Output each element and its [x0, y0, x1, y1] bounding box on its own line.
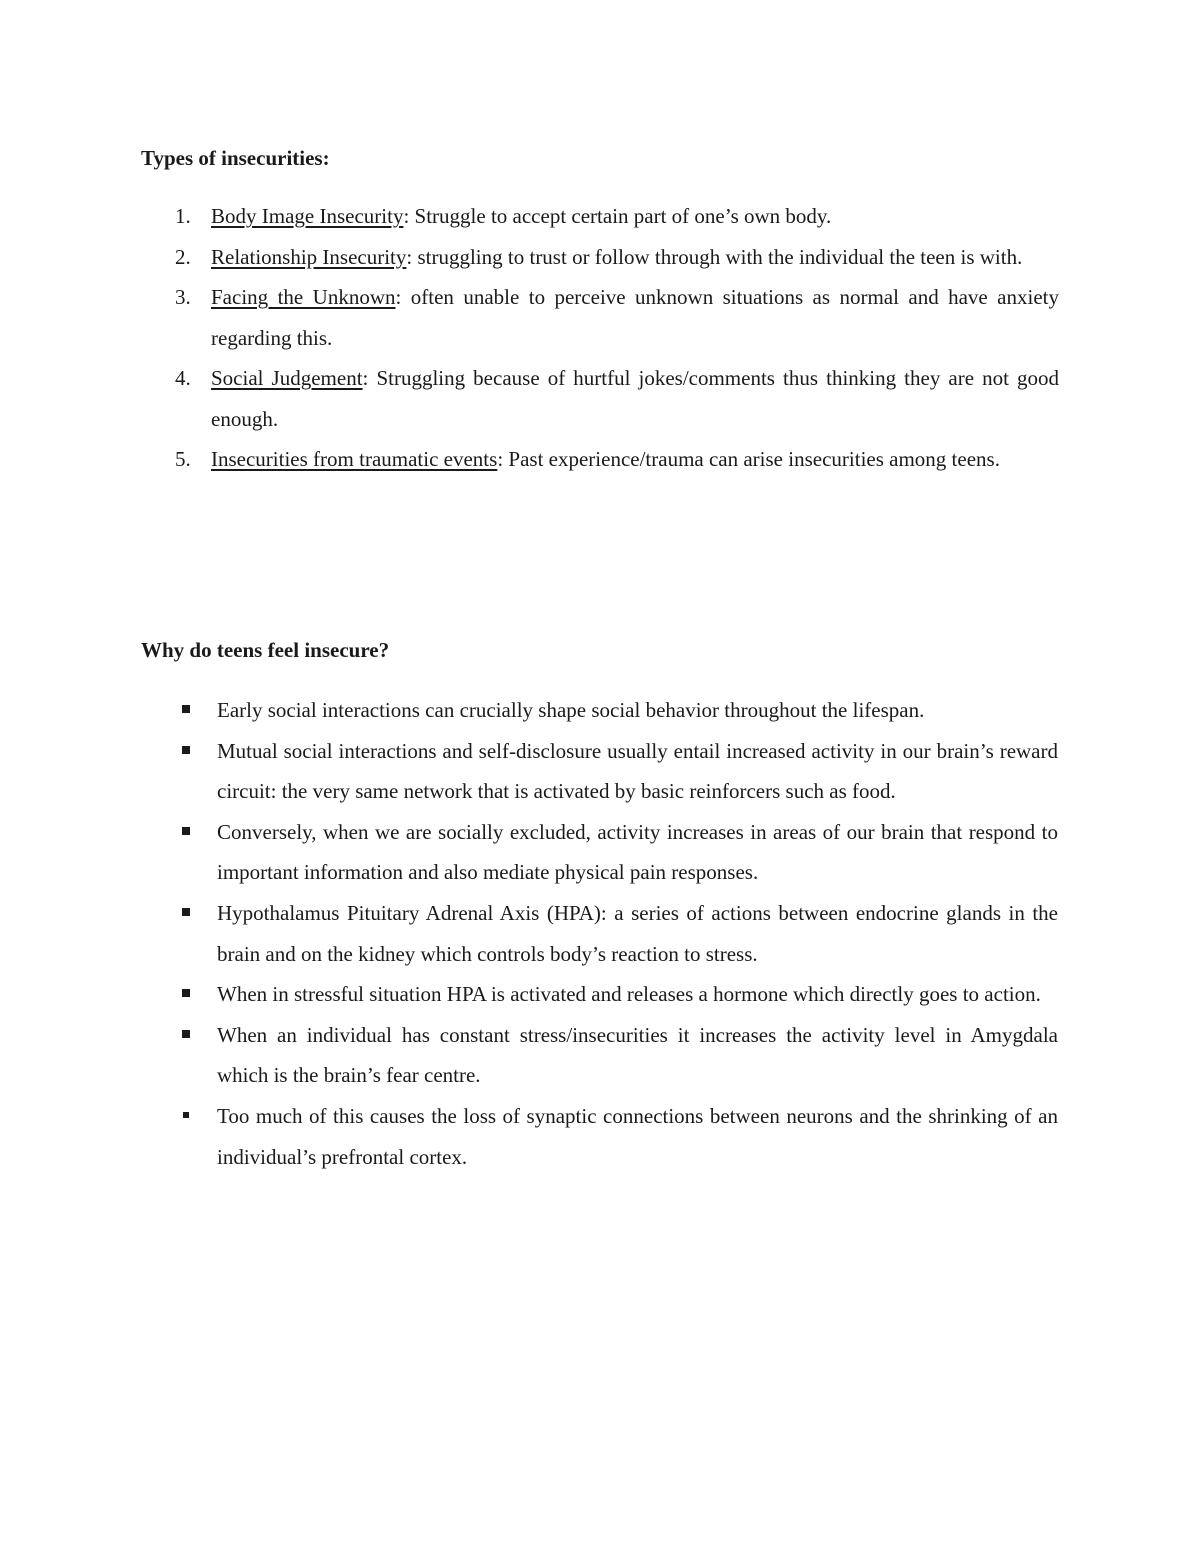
list-item	[0, 196, 1059, 237]
list-text: : Past experience/trauma can arise insecurities among teens.	[497, 447, 1000, 471]
list-item	[0, 237, 1059, 278]
list-item	[0, 1096, 1058, 1177]
square-bullet-icon	[182, 705, 190, 713]
reasons-bullet-list	[0, 690, 1200, 1177]
list-number: 2.	[175, 244, 191, 269]
list-item	[0, 277, 1059, 358]
list-number: 1.	[175, 204, 191, 228]
list-text: : Struggling because of hurtful jokes/comments thus thinking they are not good enough.	[211, 366, 1059, 431]
list-text: When in stressful situation HPA is activated and releases a hormone which directly goes to action.	[217, 982, 1041, 1007]
list-text: : often unable to perceive unknown situations as normal and have anxiety regarding this.	[211, 285, 1059, 350]
list-text: When an individual has constant stress/insecurities it increases the activity level in Amygdala which is the brain’s fear centre.	[217, 1022, 1058, 1088]
square-bullet-icon	[182, 989, 190, 997]
insecurity-types-list	[0, 196, 1200, 480]
list-text: Hypothalamus Pituitary Adrenal Axis (HPA): a series of actions between endocrine glands in the brain and on the kidney which controls body’s reaction to stress.	[217, 900, 1058, 966]
list-term: Relationship Insecurity	[211, 244, 407, 269]
list-item	[0, 893, 1058, 974]
list-item	[0, 812, 1058, 893]
square-bullet-icon	[182, 908, 190, 916]
list-item	[0, 358, 1059, 439]
square-bullet-icon	[182, 827, 190, 835]
list-text: Early social interactions can crucially shape social behavior throughout the lifespan.	[217, 698, 925, 722]
list-item	[0, 1015, 1058, 1096]
list-item	[0, 974, 1058, 1015]
section-heading-why-teens-feel-insecure: Why do teens feel insecure?	[141, 638, 390, 662]
list-term: Social Judgement	[211, 366, 363, 390]
list-text: : Struggle to accept certain part of one’s own body.	[403, 204, 832, 228]
list-item	[0, 439, 1059, 480]
list-term: Insecurities from traumatic events	[211, 447, 498, 471]
list-text: Conversely, when we are socially excluded, activity increases in areas of our brain that respond to important information and also mediate physical pain responses.	[217, 819, 1058, 885]
list-number: 4.	[175, 366, 191, 390]
list-text: Too much of this causes the loss of synaptic connections between neurons and the shrinking of an individual’s prefrontal cortex.	[217, 1103, 1058, 1169]
square-bullet-icon	[182, 746, 190, 754]
square-bullet-icon	[183, 1112, 189, 1118]
section-heading-types-of-insecurities: Types of insecurities:	[141, 146, 330, 170]
list-term: Facing the Unknown	[211, 285, 396, 309]
list-item	[0, 731, 1058, 812]
list-number: 5.	[175, 447, 191, 471]
list-term: Body Image Insecurity	[211, 204, 404, 228]
list-text: Mutual social interactions and self-disclosure usually entail increased activity in our brain’s reward circuit: the very same network that is activated by basic reinforcers such as food.	[217, 738, 1058, 804]
list-text: : struggling to trust or follow through with the individual the teen is with.	[406, 244, 1023, 269]
list-item	[0, 690, 1058, 731]
square-bullet-icon	[182, 1030, 190, 1038]
list-number: 3.	[175, 285, 191, 309]
